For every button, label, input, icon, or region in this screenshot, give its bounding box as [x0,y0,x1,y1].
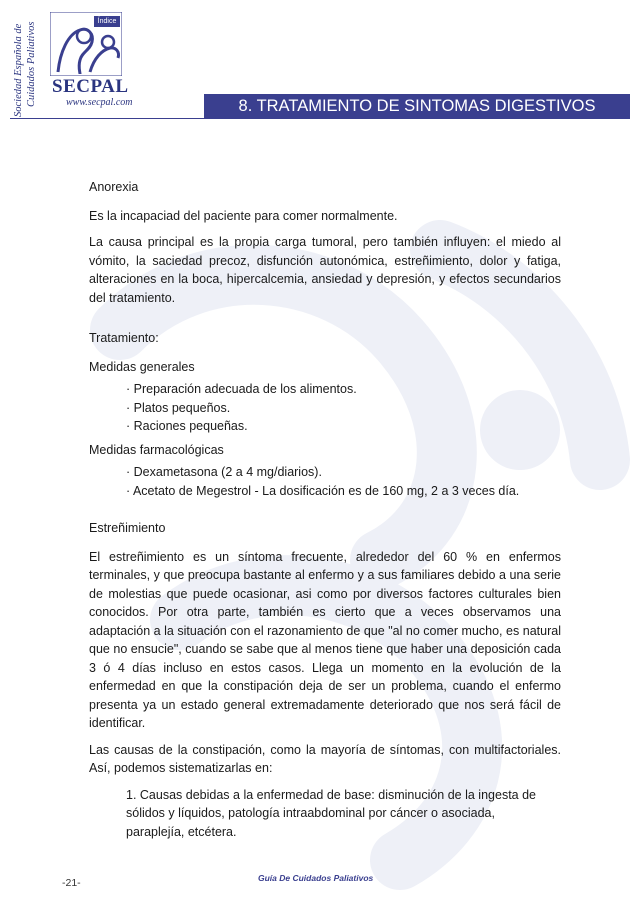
section-heading-anorexia: Anorexia [89,180,139,194]
list-item: · Acetato de Megestrol - La dosificación es de 160 mg, 2 a 3 veces día. [126,483,520,498]
main-content [89,178,561,841]
index-link[interactable]: Índice [94,16,120,27]
section-heading-constipation: Estreñimiento [89,521,166,535]
general-measures-list [126,380,561,436]
constipation-paragraph-1: El estreñimiento es un síntoma frecuente, alrededor del 60 % en enfermos terminales, y que preocupa bastante al enfermo y a sus familiares debido a una serie de molestias que puede ocasionar, asi como por diversos factores culturales bien conocidos. Por otra parte, también es cierto que a veces observamos una adaptación a la situación con el razonamiento de que "al no comer mucho, es natural que no ensucie", cuando se sabe que al menos tiene que haber una deposición cada 3 ó 4 días incluso en estos casos. Llega un momento en la evolución de la enfermedad en que la constipación deja de ser un problema, cuando el enfermo presenta ya un estado general extremadamente deteriorado que nos será fácil de identificar. [89,549,561,730]
pharma-measures-heading: Medidas farmacológicas [89,442,224,457]
page-number: -21- [62,877,81,889]
pharma-measures-list [126,463,561,500]
society-name-line1: Sociedad Española de [13,23,24,117]
anorexia-causes: La causa principal es la propia carga tumoral, pero también influyen: el miedo al vómito, la saciedad precoz, disfunción autonómica, estreñimiento, dolor y fatiga, alteraciones en la boca, hipercalcemia, ansiedad y depresión, y efectos secundarios del tratamiento. [89,235,561,305]
constipation-cause-1: 1. Causas debidas a la enfermedad de base: disminución de la ingesta de sólidos y líquidos, patología intraabdominal por cáncer o asociada, paraplejía, etcétera. [126,787,536,839]
constipation-paragraph-2: Las causas de la constipación, como la mayoría de síntomas, con multifactoriales. Así, podemos sistematizarlas en: [89,742,561,775]
chapter-title: 8. TRATAMIENTO DE SINTOMAS DIGESTIVOS [204,94,630,119]
list-item: · Raciones pequeñas. [126,419,248,433]
list-item: · Platos pequeños. [126,400,231,415]
society-name [12,12,48,117]
website-link[interactable]: www.secpal.com [66,97,133,108]
secpal-logo-text: SECPAL [52,76,129,97]
general-measures-heading: Medidas generales [89,359,195,374]
anorexia-definition: Es la incapaciad del paciente para comer normalmente. [89,208,398,223]
list-item: · Dexametasona (2 a 4 mg/diarios). [126,465,322,479]
society-name-line2: Cuidados Paliativos [26,21,37,107]
list-item: · Preparación adecuada de los alimentos. [126,382,357,396]
treatment-heading: Tratamiento: [89,331,159,345]
footer-guide-title: Guía De Cuidados Paliativos [258,873,374,883]
